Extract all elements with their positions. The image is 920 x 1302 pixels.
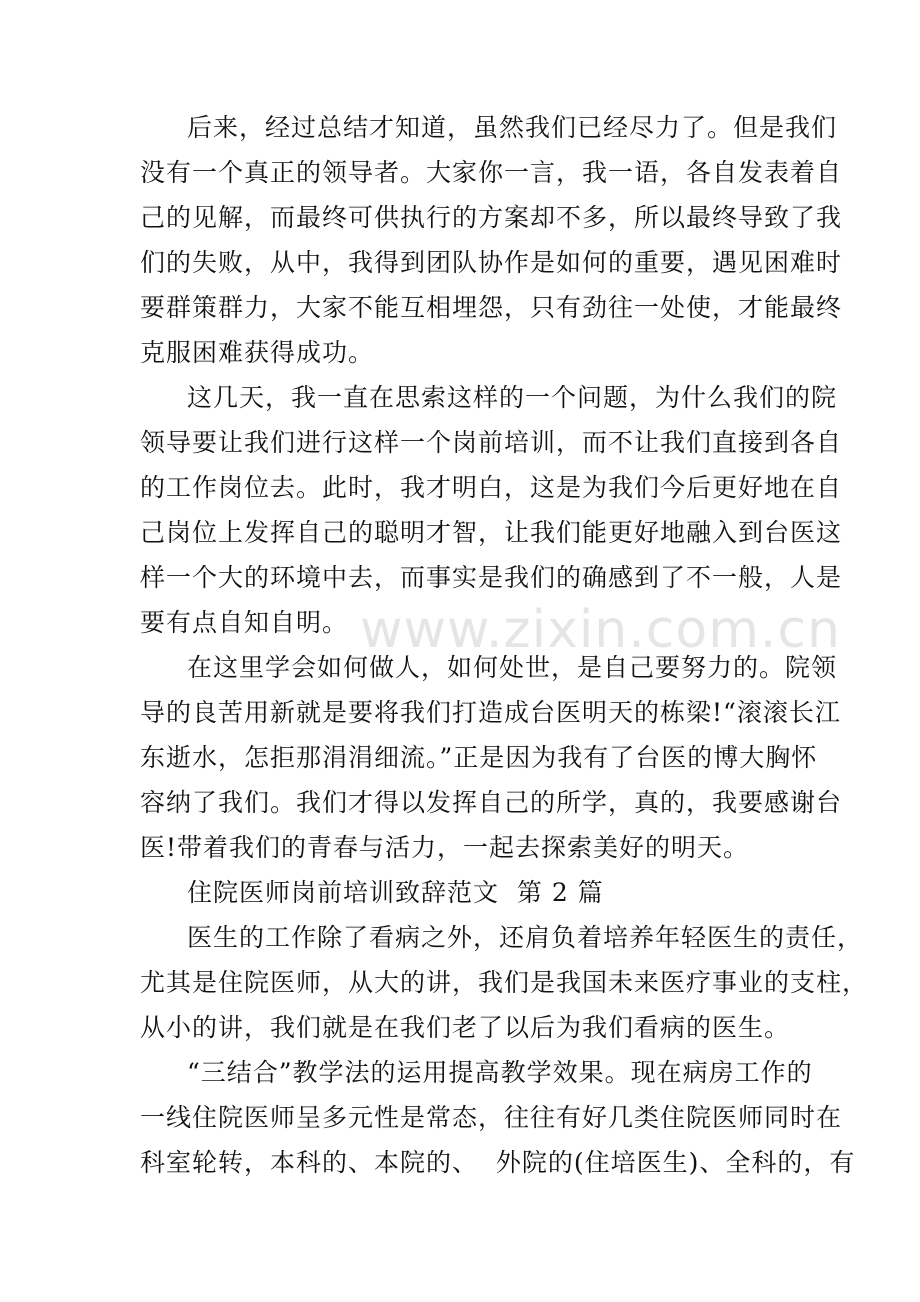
text-line-3: 己的见解，而最终可供执行的方案却不多，所以最终导致了我: [140, 203, 843, 232]
text-line-22: “三结合”教学法的运用提高教学效果。现在病房工作的: [187, 1058, 813, 1087]
text-line-9: 的工作岗位去。此时，我才明白，这是为我们今后更好地在自: [140, 473, 843, 502]
text-line-2: 没有一个真正的领导者。大家你一言，我一语，各自发表着自: [140, 158, 843, 187]
text-line-13: 在这里学会如何做人，如何处世，是自己要努力的。院领: [187, 653, 838, 682]
text-line-4: 们的失败，从中，我得到团队协作是如何的重要，遇见困难时: [140, 248, 843, 277]
text-line-11: 样一个大的环境中去，而事实是我们的确感到了不一般，人是: [140, 563, 843, 592]
text-line-10: 己岗位上发挥自己的聪明才智，让我们能更好地融入到台医这: [140, 518, 843, 547]
text-line-15: 东逝水，怎拒那涓涓细流。”正是因为我有了台医的博大胸怀: [140, 743, 818, 772]
text-line-1: 后来，经过总结才知道，虽然我们已经尽力了。但是我们: [187, 113, 838, 142]
text-line-12: 要有点自知自明。: [140, 608, 349, 637]
text-line-14: 导的良苦用新就是要将我们打造成台医明天的栋梁!“滚滚长江: [140, 698, 841, 727]
text-line-8: 领导要让我们进行这样一个岗前培训，而不让我们直接到各自: [140, 428, 843, 457]
section-heading: 住院医师岗前培训致辞范文 第 2 篇: [187, 878, 604, 907]
watermark: www.zixin.com.cn: [360, 600, 841, 660]
text-line-6: 克服困难获得成功。: [140, 338, 375, 367]
text-line-23: 一线住院医师呈多元性是常态，往往有好几类住院医师同时在: [140, 1103, 843, 1132]
text-line-5: 要群策群力，大家不能互相埋怨，只有劲往一处使，才能最终: [140, 293, 843, 322]
text-line-21: 从小的讲，我们就是在我们老了以后为我们看病的医生。: [140, 1013, 791, 1042]
text-line-16: 容纳了我们。我们才得以发挥自己的所学，真的，我要感谢台: [140, 788, 843, 817]
text-line-17: 医!带着我们的青春与活力，一起去探索美好的明天。: [140, 833, 750, 862]
text-line-24: 科室轮转，本科的、本院的、 外院的(住培医生)、全科的，有: [140, 1148, 856, 1177]
text-line-19: 医生的工作除了看病之外，还肩负着培养年轻医生的责任，: [187, 923, 864, 952]
text-line-20: 尤其是住院医师，从大的讲，我们是我国未来医疗事业的支柱，: [140, 968, 869, 997]
text-line-7: 这几天，我一直在思索这样的一个问题，为什么我们的院: [187, 383, 838, 412]
